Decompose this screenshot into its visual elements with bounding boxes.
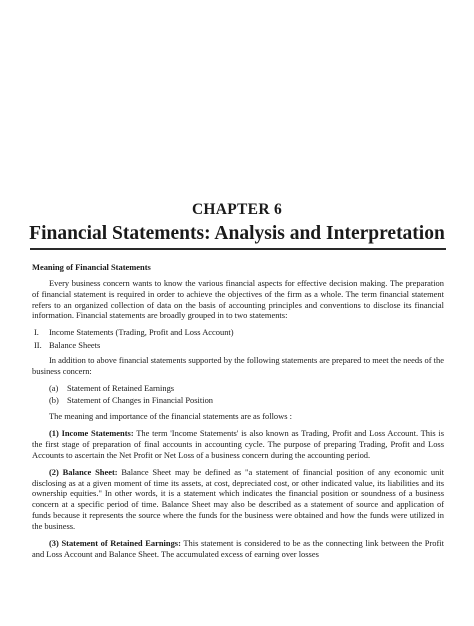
- chapter-title: Financial Statements: Analysis and Interpretation: [29, 223, 445, 244]
- additional-statements-list: [32, 383, 444, 406]
- meaning-intro-paragraph: The meaning and importance of the financial statements are as follows :: [49, 411, 292, 422]
- intro-paragraph: Every business concern wants to know the various financial aspects for effective decision making. The preparation of financial statement is required in order to achieve the objectives of the firm as a whole. The term financial statement refers to an organized collection of data on the basis of accounting principles and conventions to disclose its financial information. Financial statements are broadly grouped in to two statements:: [32, 277, 444, 321]
- list-item-text: Statement of Changes in Financial Position: [67, 395, 214, 406]
- definition-income-statements: [32, 428, 444, 461]
- list-item-text: Balance Sheets: [49, 339, 101, 350]
- title-rule: [30, 248, 446, 250]
- definition-term: (3) Statement of Retained Earnings:: [49, 537, 181, 548]
- definition-text: The term 'Income Statements' is also known as Trading, Profit and Loss Account. This is the first stage of preparation of final accounts in accounting cycle. The purpose of preparing Trading, Profit and Loss Accounts to ascertain the Net Profit or Net Loss of a business concern during the accounting period.: [32, 428, 444, 460]
- list-marker: I.: [34, 327, 39, 338]
- definition-text: Balance Sheet may be defined as "a statement of financial position of any economic unit disclosing as at a given moment of time its assets, at cost, depreciated cost, or other indicated value, its liabilities and its ownership equities." In other words, it is a statement which indicates the financial position or soundness of a business concern at a specific period of time. Balance Sheet may also be described as a statement of source and application of funds because it represents the source where the funds for the business were obtained and how the funds were utilized in the business.: [32, 466, 444, 531]
- list-item-text: Income Statements (Trading, Profit and Loss Account): [49, 327, 234, 338]
- definition-text: This statement is considered to be as the connecting link between the Profit and Loss Account and Balance Sheet. The accumulated excess of earning over losses: [32, 537, 444, 559]
- main-statements-list: [32, 327, 444, 350]
- definition-retained-earnings: [32, 538, 444, 560]
- list-item: [32, 327, 444, 338]
- list-item: [32, 340, 444, 351]
- list-marker: (b): [49, 395, 59, 406]
- definition-term: (2) Balance Sheet:: [49, 466, 118, 477]
- chapter-body: [32, 262, 444, 559]
- list-marker: (a): [49, 383, 59, 394]
- definition-term: (1) Income Statements:: [49, 428, 134, 439]
- additional-intro-paragraph: In addition to above financial statements supported by the following statements are prepared to meet the needs of the business concern:: [32, 355, 444, 377]
- list-item: [32, 395, 444, 406]
- list-item: [32, 383, 444, 394]
- list-marker: II.: [34, 339, 42, 350]
- chapter-label: CHAPTER 6: [191, 201, 283, 218]
- section-heading: Meaning of Financial Statements: [32, 262, 151, 272]
- list-item-text: Statement of Retained Earnings: [67, 383, 175, 394]
- definition-balance-sheet: [32, 467, 444, 532]
